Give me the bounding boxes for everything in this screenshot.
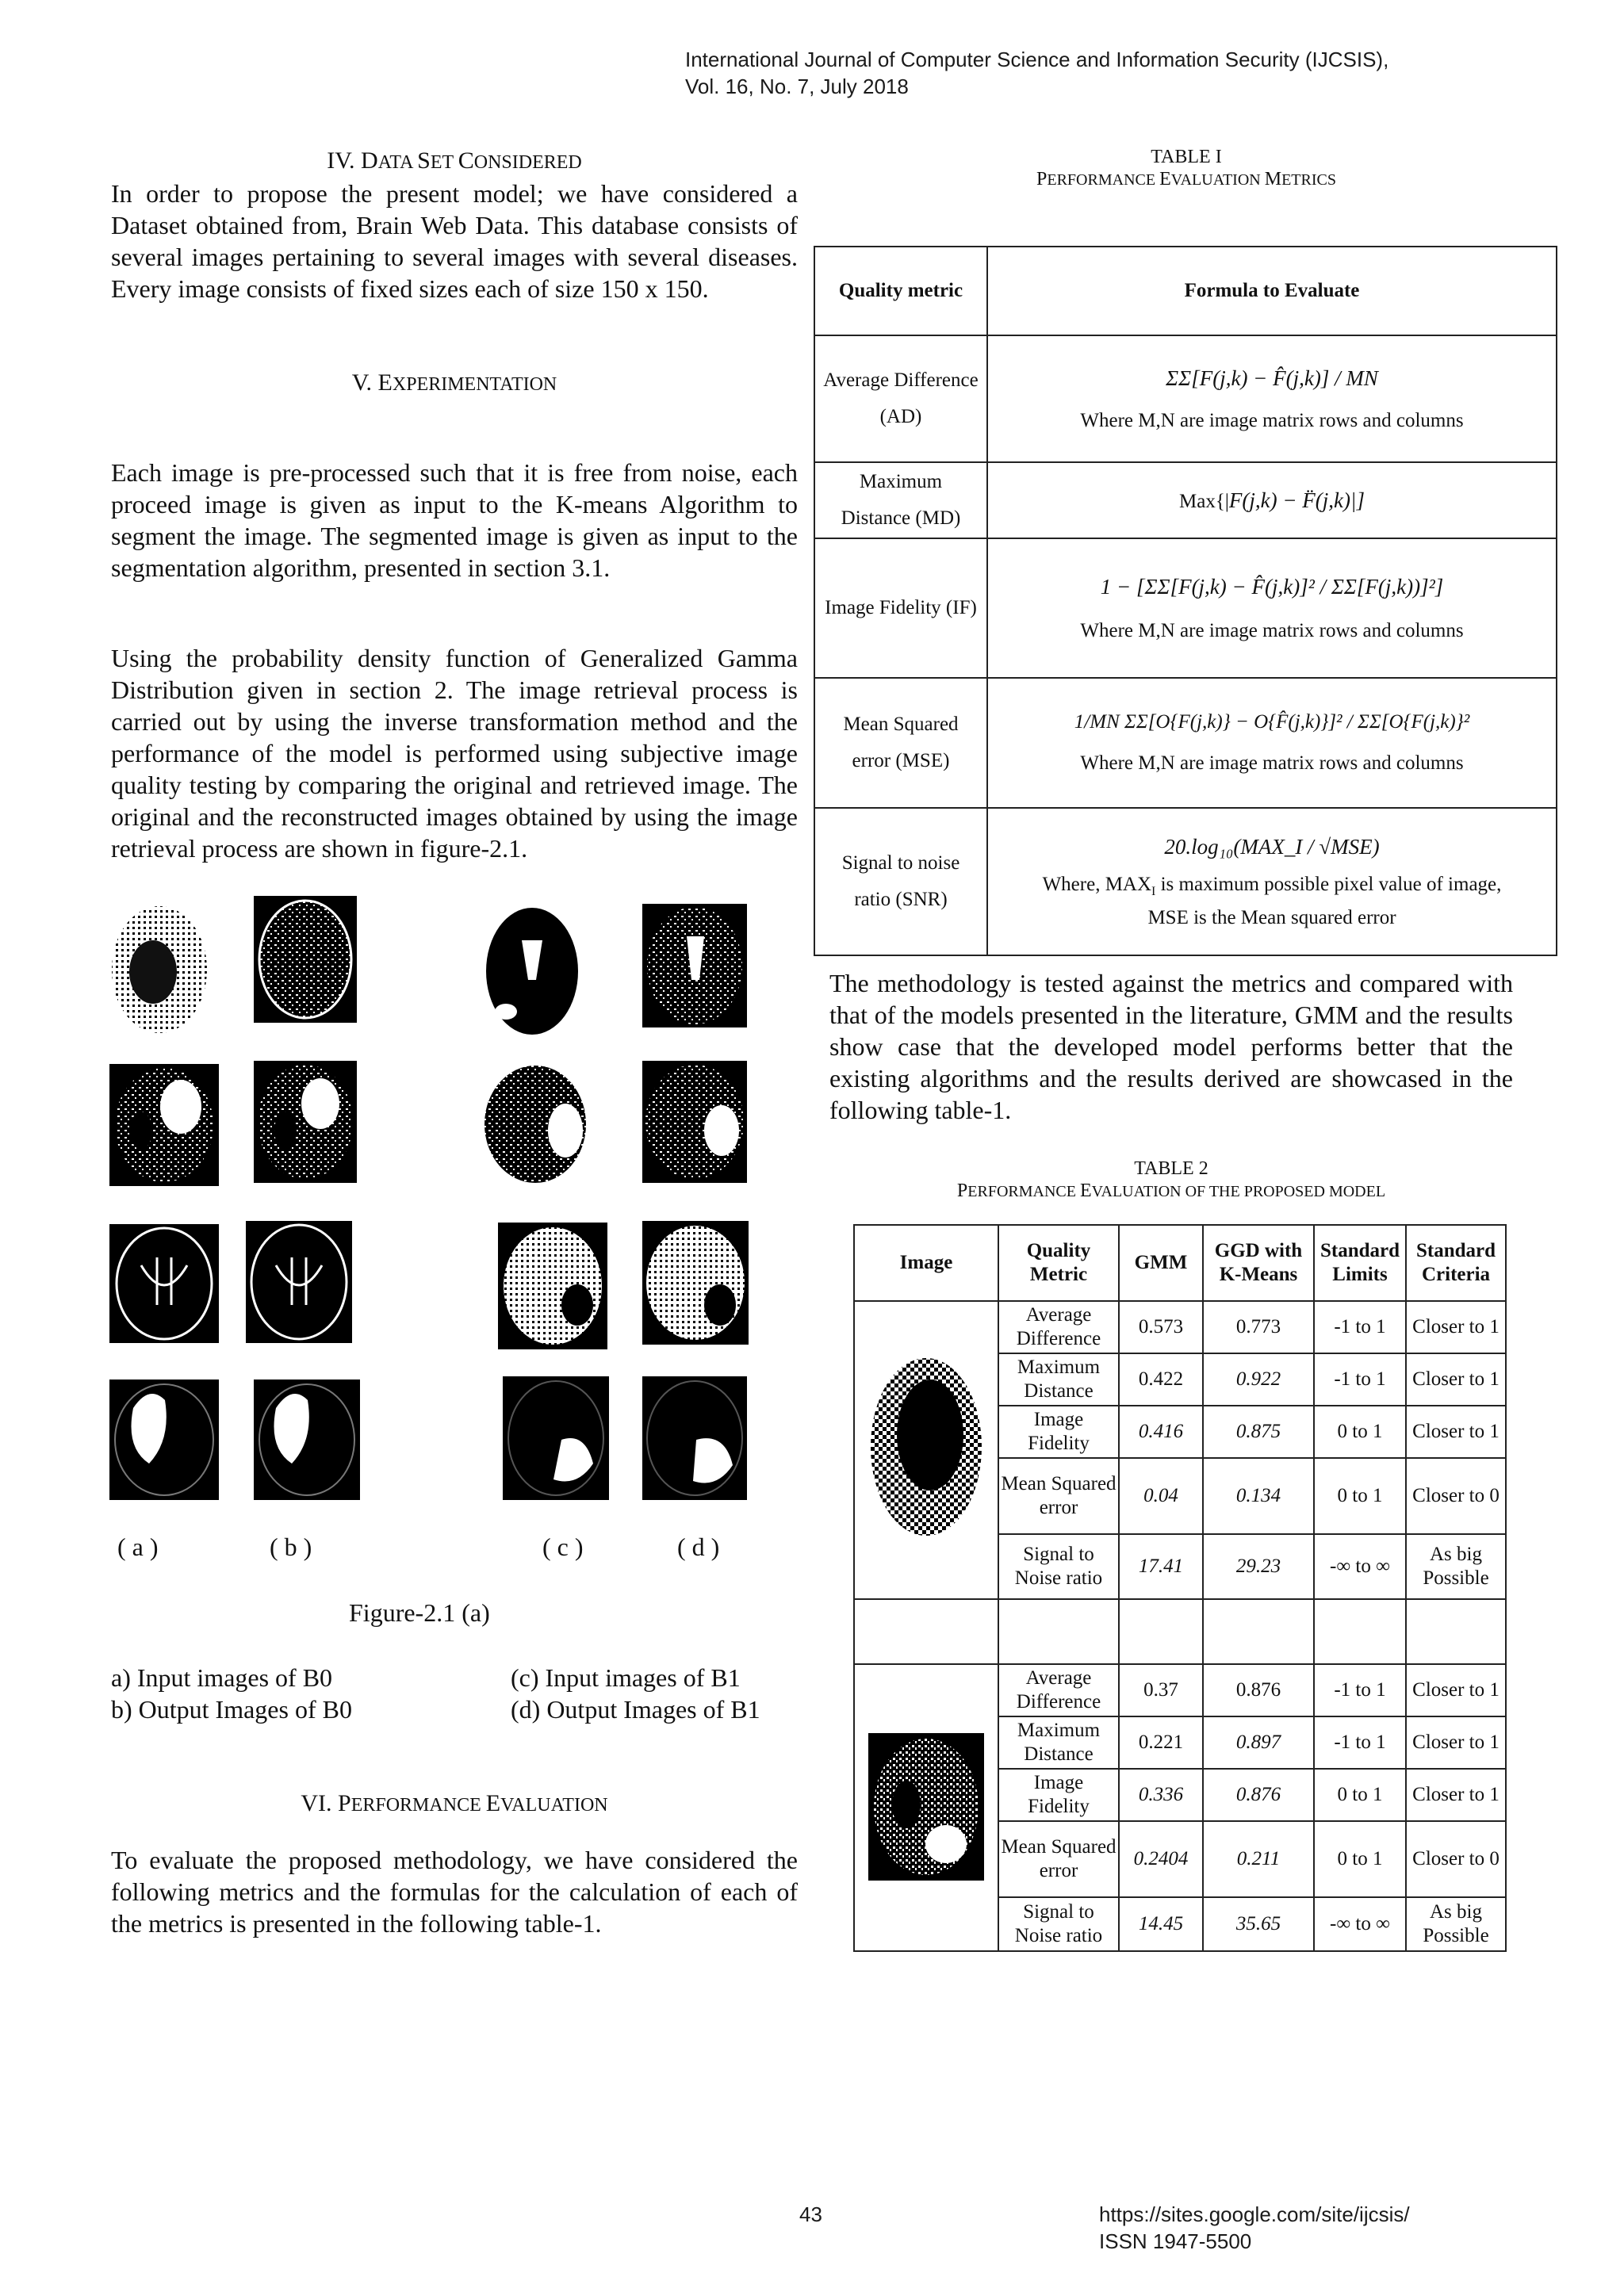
- standard-limits: -1 to 1: [1314, 1353, 1406, 1406]
- brain-image-a4: [109, 1380, 219, 1500]
- figure-caption: Figure-2.1 (a): [349, 1598, 490, 1627]
- table-2-header-ggd: GGD with K-Means: [1203, 1225, 1314, 1301]
- standard-criteria: Closer to 1: [1406, 1353, 1506, 1406]
- section-heading-4: IV. DATA SET CONSIDERED: [327, 147, 582, 174]
- footer-url: https://sites.google.com/site/ijcsis/: [1099, 2202, 1410, 2226]
- standard-criteria: Closer to 1: [1406, 1301, 1506, 1353]
- footer-info: [1099, 2201, 1410, 2255]
- metric-name: Average Difference: [998, 1301, 1119, 1353]
- figure-label-c: ( c ): [542, 1533, 584, 1561]
- figure-notes-left: [111, 1662, 352, 1725]
- formula-cell: [987, 808, 1557, 955]
- table-2-caption: [829, 1158, 1513, 1203]
- standard-criteria: Closer to 0: [1406, 1458, 1506, 1534]
- ggd-value: 0.876: [1203, 1664, 1314, 1716]
- brain-image-b4: [254, 1380, 360, 1500]
- table-1: [814, 246, 1557, 956]
- table-2-header-criteria: Standard Criteria: [1406, 1225, 1506, 1301]
- gmm-value: 0.37: [1119, 1664, 1203, 1716]
- standard-criteria: As big Possible: [1406, 1534, 1506, 1599]
- gmm-value: 0.416: [1119, 1406, 1203, 1458]
- page-number: 43: [799, 2202, 822, 2226]
- standard-limits: -∞ to ∞: [1314, 1897, 1406, 1951]
- brain-image-a1: [109, 904, 209, 1035]
- formula-if: 1 − [ΣΣ[F(j,k) − F̂(j,k)]² / ΣΣ[F(j,k))]²]: [1100, 574, 1444, 599]
- metric-name: Mean Squared error: [998, 1821, 1119, 1897]
- table-1-title: PERFORMANCE EVALUATION METRICS: [1036, 169, 1336, 189]
- table-1-header-metric: Quality metric: [814, 247, 987, 335]
- ggd-value: 0.211: [1203, 1821, 1314, 1897]
- brain-image-b1: [254, 896, 357, 1023]
- note-b: b) Output Images of B0: [111, 1695, 352, 1724]
- table-2-empty-row: [854, 1599, 1506, 1664]
- standard-criteria: Closer to 1: [1406, 1769, 1506, 1821]
- table-1-label: TABLE I: [1151, 147, 1222, 167]
- formula-md-prefix: Max{|: [1179, 490, 1229, 512]
- gmm-value: 0.573: [1119, 1301, 1203, 1353]
- metric-name: Average Difference: [998, 1664, 1119, 1716]
- note-a: a) Input images of B0: [111, 1663, 333, 1692]
- figure-2-1: [109, 893, 760, 1503]
- figure-label-d: ( d ): [677, 1533, 720, 1561]
- metric-name: Signal to Noise ratio: [998, 1534, 1119, 1599]
- standard-limits: 0 to 1: [1314, 1769, 1406, 1821]
- ggd-value: 0.875: [1203, 1406, 1314, 1458]
- brain-image-d4: [642, 1376, 747, 1500]
- formula-cell: [987, 335, 1557, 462]
- gmm-value: 0.422: [1119, 1353, 1203, 1406]
- brain-image-c1: [482, 904, 582, 1039]
- section-5-paragraph-2: Using the probability density function of Generalized Gamma Distribution given in section 2. The image retrieval process is carried out by using the inverse transformation method and the performance of the model is performed using subjective image quality testing by comparing the original and retrieved image. The original and the reconstructed images obtained by using the image retrieval process are shown in figure-2.1.: [111, 644, 798, 863]
- ggd-value: 0.876: [1203, 1769, 1314, 1821]
- metric-name: Maximum Distance: [998, 1716, 1119, 1769]
- ggd-value: 0.897: [1203, 1716, 1314, 1769]
- formula-note: Where M,N are image matrix rows and columns: [1080, 409, 1464, 431]
- table-2-header-limits: Standard Limits: [1314, 1225, 1406, 1301]
- metric-name: Mean Squared error (MSE): [814, 678, 987, 808]
- table-1-row: [814, 462, 1557, 538]
- standard-limits: 0 to 1: [1314, 1406, 1406, 1458]
- table-2-image-cell-2: [854, 1664, 998, 1951]
- table-2-title: PERFORMANCE EVALUATION OF THE PROPOSED MODEL: [956, 1181, 1386, 1201]
- right-paragraph: The methodology is tested against the metrics and compared with that of the models presented in the literature, GMM and the results show case that the developed model performs better that the existing algorithms and the results derived are showcased in the following table-1.: [829, 969, 1513, 1124]
- table-1-row: [814, 678, 1557, 808]
- metric-name: Mean Squared error: [998, 1458, 1119, 1534]
- formula-ad: ΣΣ[F(j,k) − F̂(j,k)] / MN: [1166, 365, 1378, 390]
- metric-name: Image Fidelity (IF): [814, 538, 987, 678]
- standard-limits: -1 to 1: [1314, 1301, 1406, 1353]
- journal-header: [685, 46, 1388, 100]
- table-2-image-cell-1: [854, 1301, 998, 1599]
- metric-name: Maximum Distance (MD): [814, 462, 987, 538]
- section-6-body: To evaluate the proposed methodology, we have considered the following metrics and the formulas for the calculation of each of the metrics is presented in the following table-1.: [111, 1846, 798, 1938]
- formula-note: Where M,N are image matrix rows and columns: [1080, 619, 1464, 641]
- table-1-row: [814, 808, 1557, 955]
- journal-name: International Journal of Computer Science and Information Security (IJCSIS),: [685, 48, 1389, 71]
- ggd-value: 0.134: [1203, 1458, 1314, 1534]
- table-2-header-gmm: GMM: [1119, 1225, 1203, 1301]
- brain-image-b2: [254, 1061, 357, 1183]
- ggd-value: 0.922: [1203, 1353, 1314, 1406]
- table-2-header-metric: Quality Metric: [998, 1225, 1119, 1301]
- standard-criteria: Closer to 0: [1406, 1821, 1506, 1897]
- metric-name: Image Fidelity: [998, 1769, 1119, 1821]
- formula-mse: 1/MN ΣΣ[O{F(j,k)} − O{F̂(j,k)}]² / ΣΣ[O{F(j,k)}²: [1074, 711, 1470, 733]
- formula-cell: [987, 678, 1557, 808]
- standard-limits: 0 to 1: [1314, 1458, 1406, 1534]
- standard-limits: -1 to 1: [1314, 1664, 1406, 1716]
- formula-note-2: MSE is the Mean squared error: [1147, 906, 1396, 928]
- table-2: [853, 1224, 1507, 1952]
- table-1-row: [814, 538, 1557, 678]
- metric-name: Image Fidelity: [998, 1406, 1119, 1458]
- segmented-brain-image-1: [867, 1348, 986, 1546]
- formula-cell: [987, 538, 1557, 678]
- table-1-row: [814, 335, 1557, 462]
- table-2-row: [854, 1301, 1506, 1353]
- section-5-paragraph-1: Each image is pre-processed such that it is free from noise, each proceed image is given as input to the K-means Algorithm to segment the image. The segmented image is given as input to the segmentation algorithm, presented in section 3.1.: [111, 458, 798, 582]
- brain-image-d2: [642, 1061, 747, 1183]
- standard-limits: -1 to 1: [1314, 1716, 1406, 1769]
- note-c: (c) Input images of B1: [511, 1663, 741, 1692]
- metric-name: Signal to Noise ratio: [998, 1897, 1119, 1951]
- standard-criteria: Closer to 1: [1406, 1406, 1506, 1458]
- brain-image-a2: [109, 1064, 219, 1186]
- metric-name: Average Difference (AD): [814, 335, 987, 462]
- formula-snr: 20.log₁₀(MAX_I / √MSE): [1164, 834, 1380, 859]
- table-2-header-image: Image: [854, 1225, 998, 1301]
- brain-image-b3: [246, 1221, 352, 1343]
- section-heading-5: V. EXPERIMENTATION: [351, 369, 557, 396]
- gmm-value: 0.221: [1119, 1716, 1203, 1769]
- brain-image-a3: [109, 1224, 219, 1343]
- brain-image-d3: [642, 1221, 749, 1345]
- ggd-value: 0.773: [1203, 1301, 1314, 1353]
- brain-figure-grid: [109, 893, 760, 1503]
- standard-limits: 0 to 1: [1314, 1821, 1406, 1897]
- table-1-header-row: [814, 247, 1557, 335]
- figure-label-a: ( a ): [117, 1533, 159, 1561]
- brain-image-c4: [503, 1376, 609, 1500]
- formula-md: F(j,k) − F̈(j,k)|]: [1228, 488, 1365, 512]
- standard-criteria: Closer to 1: [1406, 1716, 1506, 1769]
- brain-image-d1: [642, 904, 747, 1027]
- journal-volume: Vol. 16, No. 7, July 2018: [685, 75, 909, 98]
- metric-name: Maximum Distance: [998, 1353, 1119, 1406]
- figure-label-b: ( b ): [270, 1533, 312, 1561]
- table-2-row: [854, 1664, 1506, 1716]
- table-1-header-formula: Formula to Evaluate: [987, 247, 1557, 335]
- gmm-value: 14.45: [1119, 1897, 1203, 1951]
- standard-criteria: As big Possible: [1406, 1897, 1506, 1951]
- formula-cell: [987, 462, 1557, 538]
- table-2-header-row: [854, 1225, 1506, 1301]
- section-4-body: In order to propose the present model; we have considered a Dataset obtained from, Brain Web Data. This database consists of several images pertaining to several images with several diseases. Every image consists of fixed sizes each of size 150 x 150.: [111, 179, 798, 303]
- formula-note: Where M,N are image matrix rows and columns: [1080, 752, 1464, 774]
- figure-notes-right: [511, 1662, 760, 1725]
- segmented-brain-image-2: [867, 1725, 986, 1884]
- standard-criteria: Closer to 1: [1406, 1664, 1506, 1716]
- metric-name: Signal to noise ratio (SNR): [814, 808, 987, 955]
- brain-image-c2: [482, 1062, 588, 1186]
- footer-issn: ISSN 1947-5500: [1099, 2229, 1252, 2253]
- gmm-value: 0.336: [1119, 1769, 1203, 1821]
- gmm-value: 17.41: [1119, 1534, 1203, 1599]
- formula-note: Where, $MAX_I$ is maximum possible pixel value of image,: [1042, 873, 1502, 898]
- table-1-caption: [814, 146, 1559, 191]
- gmm-value: 0.2404: [1119, 1821, 1203, 1897]
- table-2-label: TABLE 2: [1134, 1158, 1208, 1179]
- ggd-value: 29.23: [1203, 1534, 1314, 1599]
- brain-image-c3: [498, 1223, 607, 1349]
- section-heading-6: VI. PERFORMANCE EVALUATION: [301, 1790, 608, 1816]
- standard-limits: -∞ to ∞: [1314, 1534, 1406, 1599]
- note-d: (d) Output Images of B1: [511, 1695, 760, 1724]
- gmm-value: 0.04: [1119, 1458, 1203, 1534]
- ggd-value: 35.65: [1203, 1897, 1314, 1951]
